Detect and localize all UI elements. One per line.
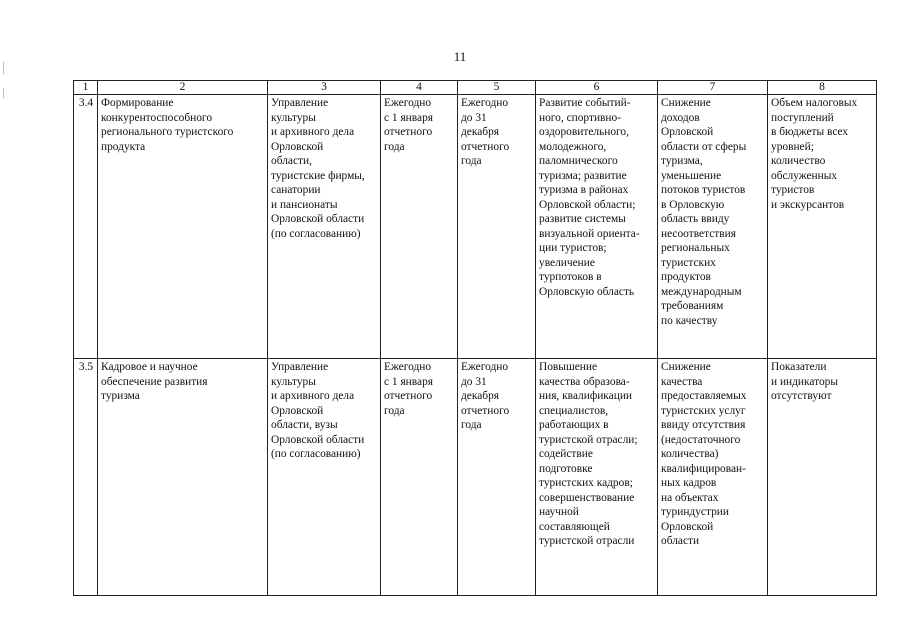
indicators: Объем налоговых поступлений в бюджеты всех уровней; количество обслуженных туристов и экскурсантов — [768, 95, 877, 359]
column-header: 6 — [536, 81, 658, 95]
column-header: 4 — [381, 81, 458, 95]
column-header: 2 — [98, 81, 268, 95]
expected-result: Развитие событий- ного, спортивно- оздоровительного, молодежного, паломнического туризма; развитие туризма в районах Орловской области; развитие системы визуальной ориента- ции туристов; увеличение турпотоков в Орловскую область — [536, 95, 658, 359]
expected-result: Повышение качества образова- ния, квалификации специалистов, работающих в туристской отрасли; содействие подготовке туристских кадров; совершенствование научной составляющей туристской отрасли — [536, 359, 658, 596]
measure-name: Формирование конкурентоспособного регионального туристского продукта — [98, 95, 268, 359]
table-row — [74, 95, 877, 359]
indicators: Показатели и индикаторы отсутствуют — [768, 359, 877, 596]
start-date: Ежегодно с 1 января отчетного года — [381, 95, 458, 359]
responsible-executor: Управление культуры и архивного дела Орловской области, туристские фирмы, санатории и пансионаты Орловской области (по согласованию) — [268, 95, 381, 359]
non-implementation-consequences: Снижение качества предоставляемых туристских услуг ввиду отсутствия (недостаточного количества) квалифицирован- ных кадров на объектах туриндустрии Орловской области — [658, 359, 768, 596]
row-number: 3.4 — [74, 95, 98, 359]
end-date: Ежегодно до 31 декабря отчетного года — [458, 359, 536, 596]
end-date: Ежегодно до 31 декабря отчетного года — [458, 95, 536, 359]
row-number: 3.5 — [74, 359, 98, 596]
table-header-row — [74, 81, 877, 95]
start-date: Ежегодно с 1 января отчетного года — [381, 359, 458, 596]
measures-table — [73, 80, 877, 596]
page-number: 11 — [453, 49, 467, 64]
table-row — [74, 359, 877, 596]
responsible-executor: Управление культуры и архивного дела Орловской области, вузы Орловской области (по согласованию) — [268, 359, 381, 596]
column-header: 3 — [268, 81, 381, 95]
column-header: 8 — [768, 81, 877, 95]
column-header: 7 — [658, 81, 768, 95]
scan-margin-mark — [3, 88, 4, 98]
measure-name: Кадровое и научное обеспечение развития туризма — [98, 359, 268, 596]
non-implementation-consequences: Снижение доходов Орловской области от сферы туризма, уменьшение потоков туристов в Орловскую область ввиду несоответствия региональных туристских продуктов международным требованиям по качеству — [658, 95, 768, 359]
column-header: 1 — [74, 81, 98, 95]
column-header: 5 — [458, 81, 536, 95]
scan-margin-mark — [3, 62, 4, 74]
